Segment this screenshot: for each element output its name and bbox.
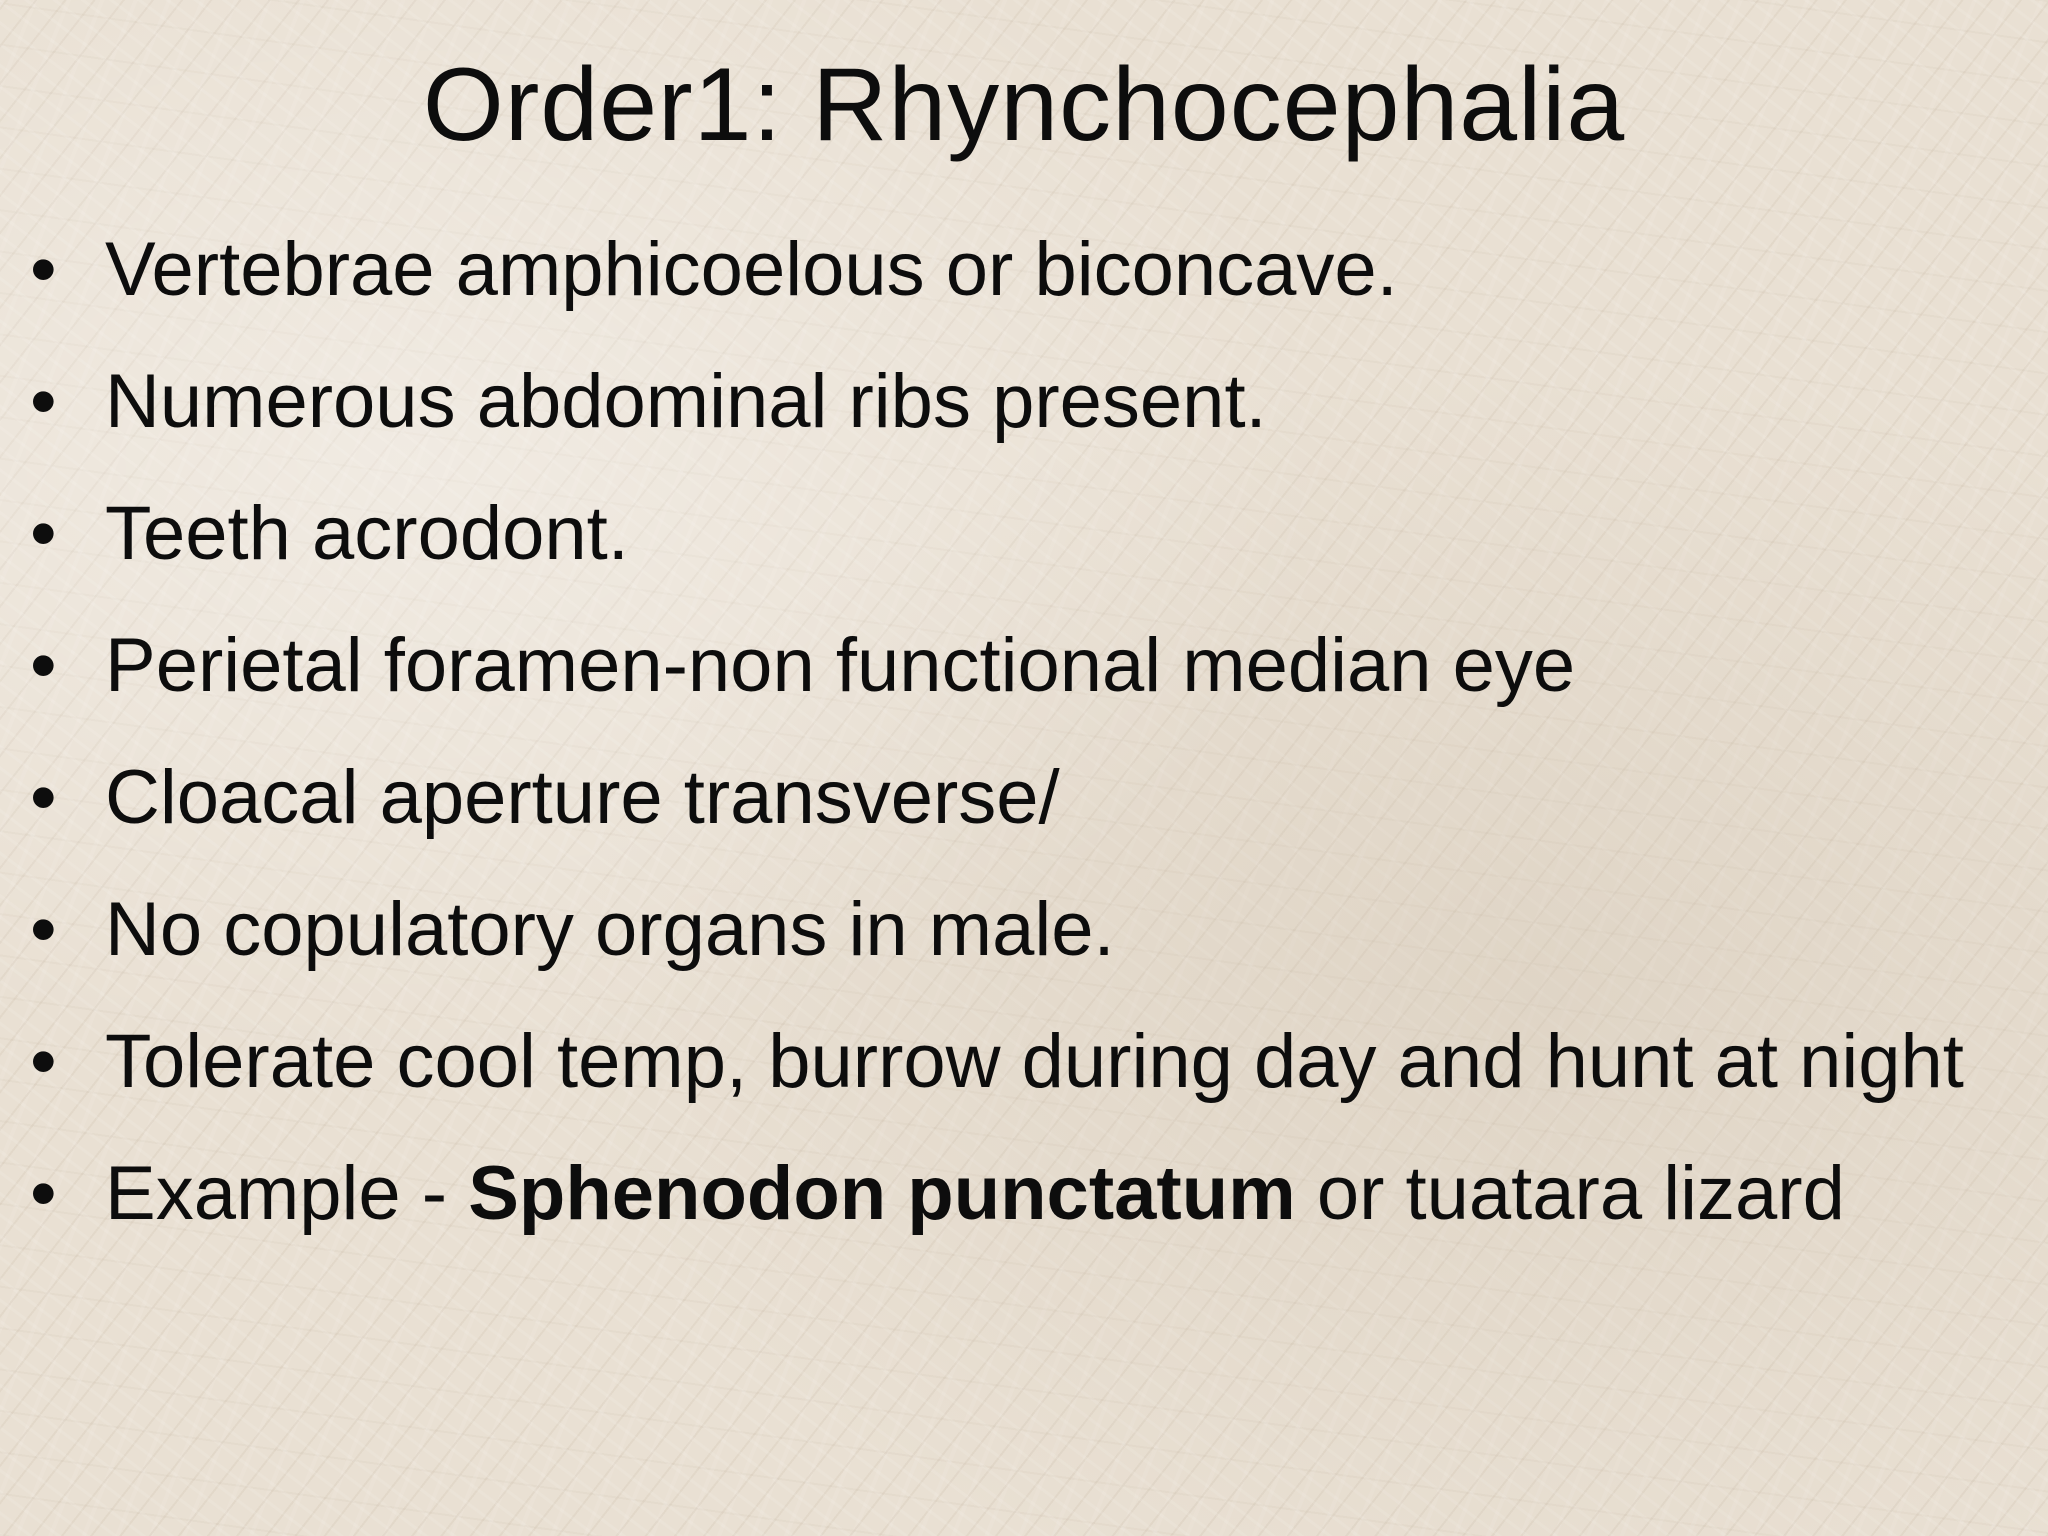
bullet-item (0, 1007, 2048, 1117)
bullet-marker: • (30, 491, 57, 576)
bullet-item-example (0, 1139, 2048, 1249)
bullet-marker: • (30, 227, 57, 312)
bullet-text: Vertebrae amphicoelous or biconcave. (105, 227, 1398, 312)
bullet-item (0, 611, 2048, 721)
bullet-marker: • (30, 755, 57, 840)
bullet-marker: • (30, 359, 57, 444)
bullet-text: Numerous abdominal ribs present. (105, 359, 1267, 444)
slide-title: Order1: Rhynchocephalia (422, 47, 1626, 163)
bullet-text: Cloacal aperture transverse/ (105, 755, 1060, 840)
bullet-text: No copulatory organs in male. (105, 887, 1115, 972)
bullet-item (0, 215, 2048, 325)
bullet-marker: • (30, 1019, 57, 1104)
bullet-text: Tolerate cool temp, burrow during day and hunt at night (105, 1019, 1964, 1104)
bullet-list (0, 215, 2048, 1271)
example-suffix: or tuatara lizard (1295, 1151, 1845, 1236)
example-species-name: Sphenodon punctatum (468, 1151, 1296, 1236)
bullet-text: Teeth acrodont. (105, 491, 629, 576)
bullet-marker: • (30, 1151, 57, 1236)
bullet-item (0, 743, 2048, 853)
bullet-item (0, 479, 2048, 589)
bullet-marker: • (30, 887, 57, 972)
example-prefix: Example - (105, 1151, 469, 1236)
bullet-item (0, 347, 2048, 457)
bullet-item (0, 875, 2048, 985)
bullet-marker: • (30, 623, 57, 708)
bullet-text: Perietal foramen-non functional median eye (105, 623, 1576, 708)
